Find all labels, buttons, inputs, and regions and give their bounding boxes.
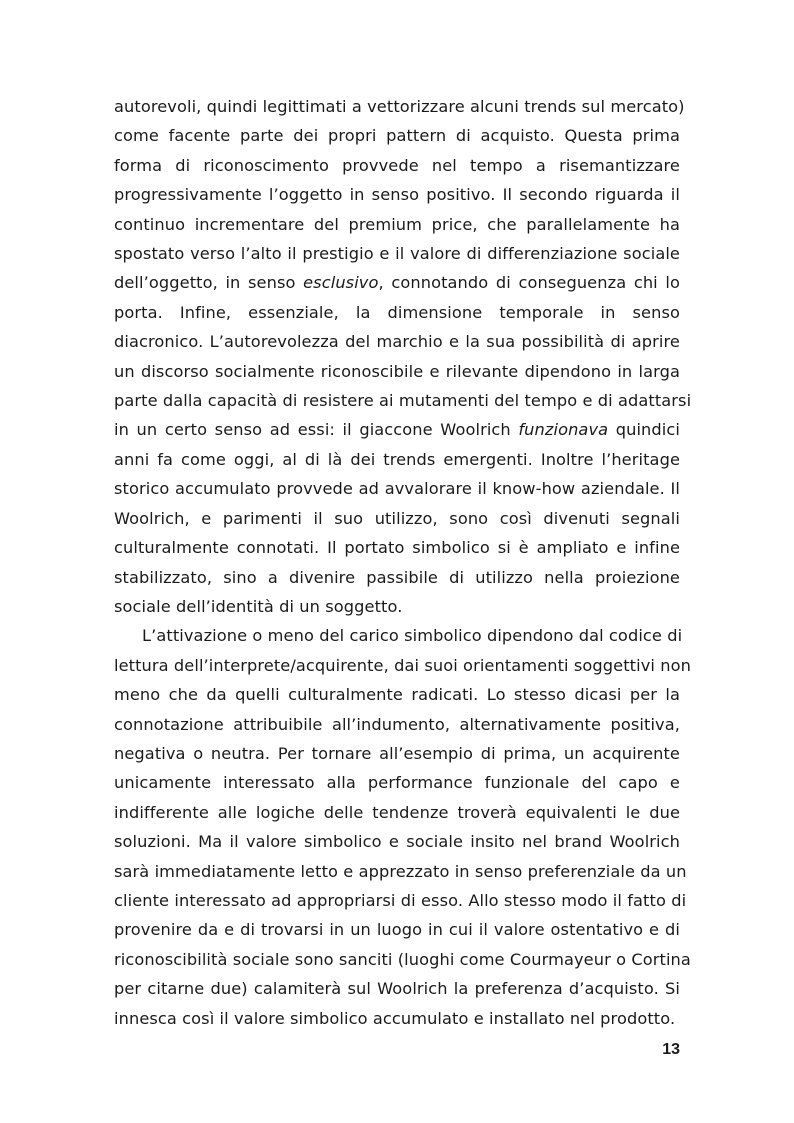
text-line xyxy=(114,210,680,239)
text-line xyxy=(114,268,680,297)
text-run: L’attivazione o meno del carico simbolico dipendono dal codice di xyxy=(142,626,683,646)
paragraph-1 xyxy=(114,92,692,621)
text-line xyxy=(114,768,680,797)
text-line xyxy=(114,121,680,150)
text-line xyxy=(114,504,680,533)
text-run: diacronico. L’autorevolezza del marchio e la sua possibilità di aprire xyxy=(114,332,680,352)
text-line xyxy=(114,298,680,327)
text-line xyxy=(114,92,685,121)
text-run: per citarne due) calamiterà sul Woolrich la preferenza d’acquisto. Si xyxy=(114,979,680,999)
text-run: lettura dell’interprete/acquirente, dai suoi orientamenti soggettivi non xyxy=(114,655,691,675)
text-line xyxy=(114,533,680,562)
text-run: Woolrich, e parimenti il suo utilizzo, sono così divenuti segnali xyxy=(114,508,680,528)
text-run: soluzioni. Ma il valore simbolico e sociale insito nel brand Woolrich xyxy=(114,832,680,852)
text-line xyxy=(114,180,680,209)
text-run: sociale dell’identità di un soggetto. xyxy=(114,596,403,616)
text-line xyxy=(114,563,680,592)
text-line xyxy=(114,651,691,680)
text-line xyxy=(114,1004,680,1033)
text-line xyxy=(114,621,683,650)
text-line xyxy=(114,239,680,268)
text-run: dell’oggetto, in senso xyxy=(114,273,304,293)
text-run: storico accumulato provvede ad avvalorare il know-how aziendale. Il xyxy=(114,479,680,499)
text-line xyxy=(114,445,680,474)
text-run: un discorso socialmente riconoscibile e rilevante dipendono in larga xyxy=(114,361,680,381)
text-run: riconoscibilità sociale sono sanciti (luoghi come Courmayeur o Cortina xyxy=(114,949,691,969)
text-run: innesca così il valore simbolico accumulato e installato nel prodotto. xyxy=(114,1008,676,1028)
text-run: indifferente alle logiche delle tendenze troverà equivalenti le due xyxy=(114,802,680,822)
text-line xyxy=(114,327,680,356)
text-line xyxy=(114,151,680,180)
text-line xyxy=(114,710,680,739)
text-run: come facente parte dei propri pattern di acquisto. Questa prima xyxy=(114,126,680,146)
text-line xyxy=(114,386,692,415)
text-run: connotazione attribuibile all’indumento, alternativamente positiva, xyxy=(114,714,680,734)
text-line xyxy=(114,886,687,915)
text-run: , connotando di conseguenza chi lo xyxy=(378,273,680,293)
text-line xyxy=(114,474,680,503)
text-run: in un certo senso ad essi: il giaccone Woolrich xyxy=(114,420,519,440)
text-run: culturalmente connotati. Il portato simbolico si è ampliato e infine xyxy=(114,538,680,558)
text-run: cliente interessato ad appropriarsi di esso. Allo stesso modo il fatto di xyxy=(114,890,687,910)
text-line xyxy=(114,357,680,386)
text-run: forma di riconoscimento provvede nel tempo a risemantizzare xyxy=(114,155,680,175)
text-run: meno che da quelli culturalmente radicati. Lo stesso dicasi per la xyxy=(114,685,680,705)
text-line xyxy=(114,592,680,621)
text-line xyxy=(114,915,680,944)
text-run: porta. Infine, essenziale, la dimensione temporale in senso xyxy=(114,302,680,322)
text-run: quindici xyxy=(608,420,680,440)
text-line xyxy=(114,827,680,856)
text-run: autorevoli, quindi legittimati a vettorizzare alcuni trends sul mercato) xyxy=(114,97,685,116)
text-line xyxy=(114,680,680,709)
text-run: progressivamente l’oggetto in senso positivo. Il secondo riguarda il xyxy=(114,185,680,205)
text-run: spostato verso l’alto il prestigio e il valore di differenziazione sociale xyxy=(114,244,680,264)
text-run: continuo incrementare del premium price, che parallelamente ha xyxy=(114,214,680,234)
text-run: negativa o neutra. Per tornare all’esempio di prima, un acquirente xyxy=(114,743,680,763)
text-run: stabilizzato, sino a divenire passibile di utilizzo nella proiezione xyxy=(114,567,680,587)
text-run: provenire da e di trovarsi in un luogo in cui il valore ostentativo e di xyxy=(114,920,680,940)
page-number: 13 xyxy=(662,1041,680,1058)
text-run: anni fa come oggi, al di là dei trends emergenti. Inoltre l’heritage xyxy=(114,449,680,469)
text-line xyxy=(114,798,680,827)
text-run: sarà immediatamente letto e apprezzato in senso preferenziale da un xyxy=(114,861,687,881)
text-run: unicamente interessato alla performance funzionale del capo e xyxy=(114,773,680,793)
text-line xyxy=(114,974,680,1003)
text-line xyxy=(114,945,691,974)
text-line xyxy=(114,415,680,444)
text-run: parte dalla capacità di resistere ai mutamenti del tempo e di adattarsi xyxy=(114,391,692,411)
paragraph-2 xyxy=(114,621,691,1033)
page-body xyxy=(114,92,692,1033)
italic-text: esclusivo xyxy=(303,273,379,293)
text-line xyxy=(114,857,687,886)
text-line xyxy=(114,739,680,768)
italic-text: funzionava xyxy=(518,420,609,440)
